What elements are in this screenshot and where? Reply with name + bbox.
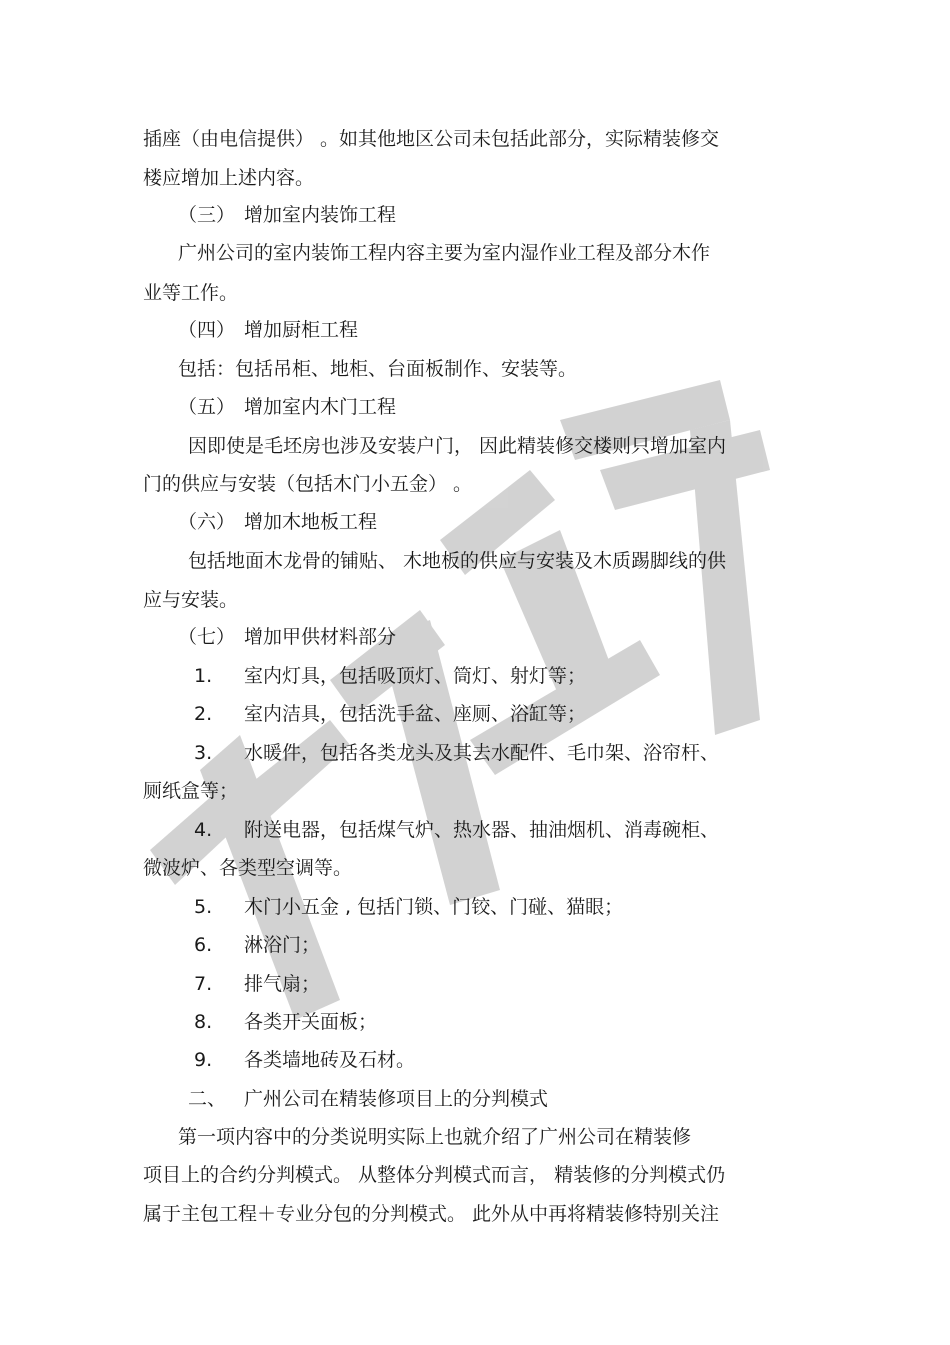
section-heading: （七） 增加甲供材料部分 [178, 626, 397, 648]
text-line: 属于主包工程＋专业分包的分判模式。 此外从中再将精装修特别关注 [143, 1203, 720, 1225]
text-line: 广州公司的室内装饰工程内容主要为室内湿作业工程及部分木作 [178, 242, 711, 264]
list-item: 2. 室内洁具，包括洗手盆、座厕、浴缸等； [194, 703, 587, 725]
list-item: 4. 附送电器，包括煤气炉、热水器、抽油烟机、消毒碗柜、 [194, 819, 720, 841]
text-line: 因即使是毛坯房也涉及安装户门， 因此精装修交楼则只增加室内 [188, 435, 727, 457]
text-line: 包括地面木龙骨的铺贴、 木地板的供应与安装及木质踢脚线的供 [188, 550, 727, 572]
section-heading: 二、 广州公司在精装修项目上的分判模式 [188, 1088, 549, 1110]
text-line: 业等工作。 [143, 282, 239, 304]
section-heading: （三） 增加室内装饰工程 [178, 204, 397, 226]
section-heading: （五） 增加室内木门工程 [178, 396, 397, 418]
section-heading: （六） 增加木地板工程 [178, 511, 378, 533]
list-item: 3. 水暖件，包括各类龙头及其去水配件、毛巾架、浴帘杆、 [194, 742, 720, 764]
list-item: 1. 室内灯具，包括吸顶灯、筒灯、射灯等； [194, 665, 587, 687]
list-item: 8. 各类开关面板； [194, 1011, 378, 1033]
section-heading: （四） 增加厨柜工程 [178, 319, 359, 341]
text-line: 包括：包括吊柜、地柜、台面板制作、安装等。 [178, 358, 578, 380]
text-line: 门的供应与安装（包括木门小五金） 。 [143, 473, 473, 495]
text-line: 第一项内容中的分类说明实际上也就介绍了广州公司在精装修 [178, 1126, 692, 1148]
list-item: 5. 木门小五金 , 包括门锁、门铰、门碰、猫眼； [194, 896, 624, 918]
text-line: 微波炉、各类型空调等。 [143, 857, 353, 879]
text-line: 楼应增加上述内容。 [143, 167, 315, 189]
text-line: 应与安装。 [143, 589, 239, 611]
list-item: 9. 各类墙地砖及石材。 [194, 1049, 416, 1071]
list-item: 7. 排气扇； [194, 973, 321, 995]
text-line: 插座（由电信提供） 。如其他地区公司未包括此部分，实际精装修交 [143, 128, 720, 150]
list-item: 6. 淋浴门； [194, 934, 321, 956]
text-line: 厕纸盒等； [143, 780, 239, 802]
text-line: 项目上的合约分判模式。 从整体分判模式而言， 精装修的分判模式仍 [143, 1164, 726, 1186]
